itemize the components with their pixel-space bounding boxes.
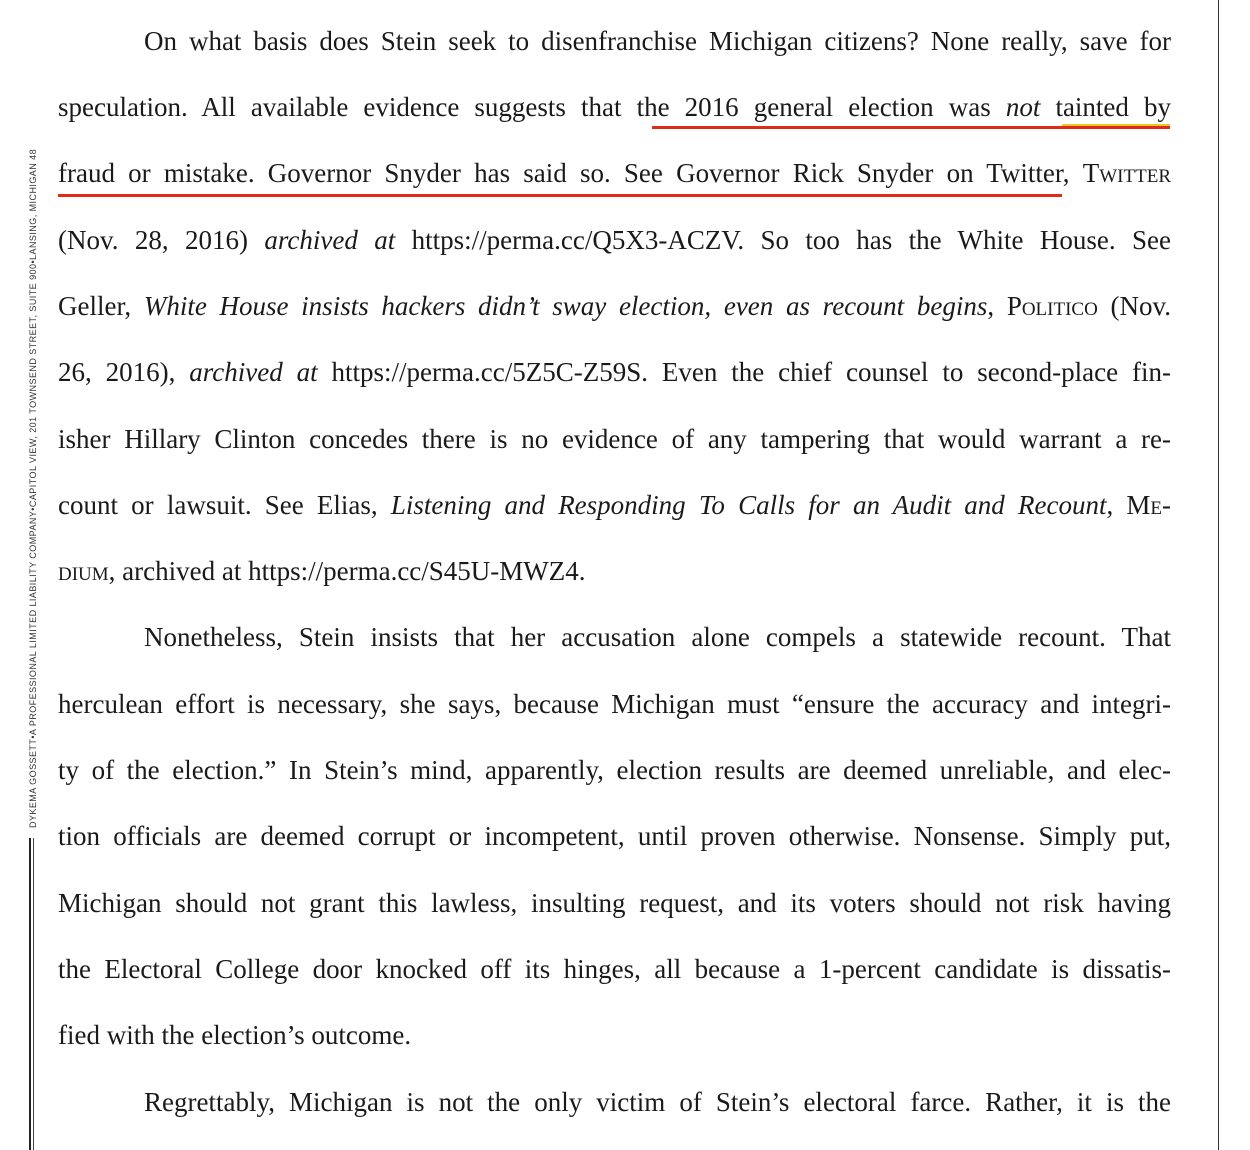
- text-line: Michigan should not grant this lawless, insulting request, and its voters should not risk having: [58, 888, 1171, 918]
- text-line: On what basis does Stein seek to disenfranchise Michigan citizens? None really, save for: [144, 26, 1171, 56]
- text-line: Nonetheless, Stein insists that her accusation alone compels a statewide recount. That: [144, 622, 1171, 652]
- text-line: Regrettably, Michigan is not the only victim of Stein’s electoral farce. Rather, it is the: [144, 1087, 1171, 1117]
- text-line: fraud or mistake. Governor Snyder has said so. See Governor Rick Snyder on Twitter, Twitter: [58, 158, 1171, 188]
- margin-rule: [29, 838, 31, 1150]
- text-line: 26, 2016), archived at https://perma.cc/5Z5C-Z59S. Even the chief counsel to second-place fin-: [58, 357, 1172, 387]
- text-line: fied with the election’s outcome.: [58, 1020, 412, 1050]
- text-line: herculean effort is necessary, she says, because Michigan must “ensure the accuracy and integri-: [58, 689, 1171, 719]
- text-line: Geller, White House insists hackers didn’t sway election, even as recount begins, Politico (Nov.: [58, 291, 1171, 321]
- right-margin-rule: [1218, 0, 1219, 1150]
- text-line: the Electoral College door knocked off its hinges, all because a 1-percent candidate is dissatis-: [58, 954, 1171, 984]
- text-line: dium, archived at https://perma.cc/S45U-MWZ4.: [58, 556, 586, 586]
- firm-sidebar-text: DYKEMA GOSSETT•A PROFESSIONAL LIMITED LIABILITY COMPANY•CAPITOL VIEW, 201 TOWNSEND STREET, SUITE 900•LANSING, MICHIGAN 48: [28, 148, 38, 828]
- text-line: ty of the election.” In Stein’s mind, apparently, election results are deemed unreliable, and elec-: [58, 755, 1171, 785]
- text-line: tion officials are deemed corrupt or incompetent, until proven otherwise. Nonsense. Simply put,: [58, 821, 1171, 851]
- red-underline-mark: [58, 194, 1062, 197]
- text-line: isher Hillary Clinton concedes there is no evidence of any tampering that would warrant a re-: [58, 424, 1171, 454]
- text-line: speculation. All available evidence suggests that the 2016 general election was not tainted by: [58, 92, 1171, 122]
- red-underline-mark: [652, 126, 1170, 129]
- margin-rule-thin: [33, 838, 34, 1150]
- text-line: (Nov. 28, 2016) archived at https://perma.cc/Q5X3-ACZV. So too has the White House. See: [58, 225, 1171, 255]
- yellow-underline-mark: [1062, 124, 1170, 126]
- text-line: count or lawsuit. See Elias, Listening and Responding To Calls for an Audit and Recount, Me-: [58, 490, 1171, 520]
